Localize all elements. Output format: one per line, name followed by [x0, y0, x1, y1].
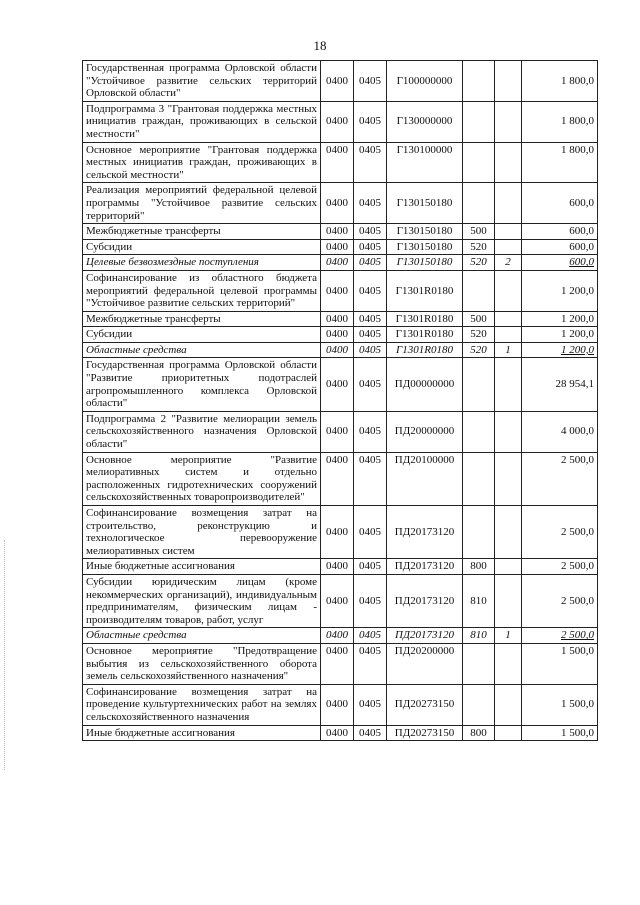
budget-table-body: [83, 61, 598, 741]
row-expense-type-cell: [463, 411, 495, 452]
row-source-cell: [495, 101, 522, 142]
row-section-cell: 0400: [321, 101, 354, 142]
table-row: [83, 506, 598, 559]
row-name-cell: Государственная программа Орловской области "Развитие приоритетных подотраслей агропромышленного комплекса Орловской области": [83, 358, 321, 411]
row-name-cell: Основное мероприятие "Предотвращение выбытия из сельскохозяйственного оборота земель сельскохозяйственного назначения": [83, 643, 321, 684]
row-section-cell: 0400: [321, 358, 354, 411]
row-section-cell: 0400: [321, 142, 354, 183]
row-amount-cell: 600,0: [522, 224, 598, 240]
row-name-cell: Основное мероприятие "Развитие мелиоративных систем и отдельно расположенных гидротехнических сооружений сельскохозяйственных товаропроизводителей": [83, 452, 321, 505]
row-name-cell: Иные бюджетные ассигнования: [83, 725, 321, 741]
row-source-cell: [495, 327, 522, 343]
row-source-cell: [495, 270, 522, 311]
row-section-cell: 0400: [321, 342, 354, 358]
row-subsection-cell: 0405: [354, 224, 387, 240]
row-amount-cell: 4 000,0: [522, 411, 598, 452]
row-expense-type-cell: [463, 142, 495, 183]
row-expense-type-cell: 520: [463, 239, 495, 255]
row-subsection-cell: 0405: [354, 311, 387, 327]
row-expense-type-cell: [463, 101, 495, 142]
table-row: [83, 643, 598, 684]
table-row: [83, 342, 598, 358]
row-source-cell: 2: [495, 255, 522, 271]
row-source-cell: [495, 358, 522, 411]
row-target-code-cell: Г100000000: [387, 61, 463, 102]
row-amount-cell: 2 500,0: [522, 559, 598, 575]
budget-table: [82, 60, 598, 741]
row-subsection-cell: 0405: [354, 255, 387, 271]
row-expense-type-cell: [463, 684, 495, 725]
row-subsection-cell: 0405: [354, 239, 387, 255]
row-expense-type-cell: [463, 506, 495, 559]
row-name-cell: Межбюджетные трансферты: [83, 311, 321, 327]
row-expense-type-cell: [463, 270, 495, 311]
table-row: [83, 684, 598, 725]
row-expense-type-cell: 800: [463, 559, 495, 575]
row-subsection-cell: 0405: [354, 684, 387, 725]
row-section-cell: 0400: [321, 628, 354, 644]
row-target-code-cell: Г130150180: [387, 224, 463, 240]
row-amount-cell: 600,0: [522, 239, 598, 255]
row-target-code-cell: ПД20273150: [387, 684, 463, 725]
row-subsection-cell: 0405: [354, 643, 387, 684]
row-source-cell: [495, 725, 522, 741]
row-name-cell: Субсидии юридическим лицам (кроме некоммерческих организаций), индивидуальным предпринимателям, физическим лицам - производителям товаров, работ, услуг: [83, 574, 321, 627]
row-expense-type-cell: 810: [463, 574, 495, 627]
row-name-cell: Целевые безвозмездные поступления: [83, 255, 321, 271]
row-section-cell: 0400: [321, 574, 354, 627]
row-target-code-cell: ПД20173120: [387, 574, 463, 627]
row-section-cell: 0400: [321, 452, 354, 505]
row-name-cell: Субсидии: [83, 327, 321, 343]
row-name-cell: Реализация мероприятий федеральной целевой программы "Устойчивое развитие сельских территорий": [83, 183, 321, 224]
row-section-cell: 0400: [321, 559, 354, 575]
row-source-cell: [495, 643, 522, 684]
row-subsection-cell: 0405: [354, 628, 387, 644]
row-amount-cell: 2 500,0: [522, 628, 598, 644]
row-subsection-cell: 0405: [354, 101, 387, 142]
row-expense-type-cell: 500: [463, 311, 495, 327]
row-target-code-cell: ПД20173120: [387, 628, 463, 644]
row-source-cell: [495, 224, 522, 240]
table-row: [83, 183, 598, 224]
table-row: [83, 628, 598, 644]
row-target-code-cell: ПД00000000: [387, 358, 463, 411]
row-section-cell: 0400: [321, 506, 354, 559]
row-expense-type-cell: [463, 643, 495, 684]
table-row: [83, 559, 598, 575]
row-amount-cell: 2 500,0: [522, 452, 598, 505]
row-subsection-cell: 0405: [354, 452, 387, 505]
row-expense-type-cell: [463, 358, 495, 411]
row-target-code-cell: ПД20173120: [387, 559, 463, 575]
table-row: [83, 725, 598, 741]
row-target-code-cell: Г130150180: [387, 255, 463, 271]
row-target-code-cell: ПД20173120: [387, 506, 463, 559]
row-expense-type-cell: [463, 183, 495, 224]
table-row: [83, 142, 598, 183]
row-expense-type-cell: 500: [463, 224, 495, 240]
row-name-cell: Областные средства: [83, 628, 321, 644]
table-row: [83, 61, 598, 102]
row-section-cell: 0400: [321, 411, 354, 452]
row-target-code-cell: Г130000000: [387, 101, 463, 142]
row-subsection-cell: 0405: [354, 506, 387, 559]
row-source-cell: [495, 183, 522, 224]
row-subsection-cell: 0405: [354, 61, 387, 102]
row-amount-cell: 1 800,0: [522, 101, 598, 142]
table-row: [83, 574, 598, 627]
row-source-cell: [495, 61, 522, 102]
row-expense-type-cell: 520: [463, 327, 495, 343]
row-name-cell: Софинансирование возмещения затрат на проведение культуртехнических работ на землях сельскохозяйственного назначения: [83, 684, 321, 725]
table-row: [83, 327, 598, 343]
row-expense-type-cell: [463, 452, 495, 505]
row-section-cell: 0400: [321, 327, 354, 343]
row-amount-cell: 1 500,0: [522, 684, 598, 725]
table-row: [83, 239, 598, 255]
row-source-cell: [495, 684, 522, 725]
row-amount-cell: 600,0: [522, 183, 598, 224]
row-amount-cell: 2 500,0: [522, 506, 598, 559]
row-target-code-cell: ПД20200000: [387, 643, 463, 684]
row-expense-type-cell: 520: [463, 255, 495, 271]
page-number: 18: [313, 38, 327, 53]
table-row: [83, 311, 598, 327]
row-expense-type-cell: 810: [463, 628, 495, 644]
row-amount-cell: 1 800,0: [522, 142, 598, 183]
row-source-cell: 1: [495, 342, 522, 358]
row-section-cell: 0400: [321, 255, 354, 271]
table-row: [83, 358, 598, 411]
row-source-cell: [495, 506, 522, 559]
row-name-cell: Областные средства: [83, 342, 321, 358]
row-target-code-cell: Г130150180: [387, 239, 463, 255]
row-name-cell: Субсидии: [83, 239, 321, 255]
row-subsection-cell: 0405: [354, 342, 387, 358]
row-name-cell: Подпрограмма 2 "Развитие мелиорации земель сельскохозяйственного назначения Орловской области": [83, 411, 321, 452]
row-amount-cell: 1 200,0: [522, 327, 598, 343]
row-amount-cell: 1 500,0: [522, 643, 598, 684]
row-section-cell: 0400: [321, 725, 354, 741]
row-source-cell: [495, 411, 522, 452]
row-target-code-cell: ПД20100000: [387, 452, 463, 505]
table-row: [83, 270, 598, 311]
row-amount-cell: 28 954,1: [522, 358, 598, 411]
margin-dots: [4, 540, 7, 770]
row-target-code-cell: Г1301R0180: [387, 342, 463, 358]
row-source-cell: [495, 559, 522, 575]
row-name-cell: Иные бюджетные ассигнования: [83, 559, 321, 575]
row-expense-type-cell: 520: [463, 342, 495, 358]
row-subsection-cell: 0405: [354, 574, 387, 627]
row-amount-cell: 1 200,0: [522, 342, 598, 358]
row-section-cell: 0400: [321, 643, 354, 684]
row-section-cell: 0400: [321, 270, 354, 311]
row-source-cell: [495, 142, 522, 183]
row-target-code-cell: Г1301R0180: [387, 327, 463, 343]
row-name-cell: Основное мероприятие "Грантовая поддержка местных инициатив граждан, проживающих в сельской местности": [83, 142, 321, 183]
table-row: [83, 224, 598, 240]
row-target-code-cell: Г1301R0180: [387, 270, 463, 311]
row-section-cell: 0400: [321, 183, 354, 224]
row-source-cell: [495, 311, 522, 327]
table-row: [83, 452, 598, 505]
row-name-cell: Софинансирование из областного бюджета мероприятий федеральной целевой программы "Устойчивое развитие сельских территорий": [83, 270, 321, 311]
row-name-cell: Межбюджетные трансферты: [83, 224, 321, 240]
row-section-cell: 0400: [321, 224, 354, 240]
row-name-cell: Подпрограмма 3 "Грантовая поддержка местных инициатив граждан, проживающих в сельской местности": [83, 101, 321, 142]
row-source-cell: 1: [495, 628, 522, 644]
table-row: [83, 255, 598, 271]
row-subsection-cell: 0405: [354, 358, 387, 411]
row-name-cell: Государственная программа Орловской области "Устойчивое развитие сельских территорий Орловской области": [83, 61, 321, 102]
row-subsection-cell: 0405: [354, 559, 387, 575]
row-amount-cell: 2 500,0: [522, 574, 598, 627]
row-source-cell: [495, 239, 522, 255]
row-subsection-cell: 0405: [354, 411, 387, 452]
row-target-code-cell: Г130150180: [387, 183, 463, 224]
row-amount-cell: 1 500,0: [522, 725, 598, 741]
row-expense-type-cell: [463, 61, 495, 102]
row-name-cell: Софинансирование возмещения затрат на строительство, реконструкцию и технологическое перевооружение мелиоративных систем: [83, 506, 321, 559]
row-amount-cell: 600,0: [522, 255, 598, 271]
row-section-cell: 0400: [321, 239, 354, 255]
row-subsection-cell: 0405: [354, 270, 387, 311]
row-section-cell: 0400: [321, 311, 354, 327]
row-source-cell: [495, 452, 522, 505]
row-subsection-cell: 0405: [354, 183, 387, 224]
table-row: [83, 411, 598, 452]
row-subsection-cell: 0405: [354, 725, 387, 741]
row-amount-cell: 1 200,0: [522, 270, 598, 311]
table-row: [83, 101, 598, 142]
row-expense-type-cell: 800: [463, 725, 495, 741]
row-section-cell: 0400: [321, 684, 354, 725]
row-source-cell: [495, 574, 522, 627]
row-subsection-cell: 0405: [354, 327, 387, 343]
row-amount-cell: 1 800,0: [522, 61, 598, 102]
row-amount-cell: 1 200,0: [522, 311, 598, 327]
row-subsection-cell: 0405: [354, 142, 387, 183]
row-target-code-cell: Г1301R0180: [387, 311, 463, 327]
row-target-code-cell: ПД20000000: [387, 411, 463, 452]
row-section-cell: 0400: [321, 61, 354, 102]
row-target-code-cell: ПД20273150: [387, 725, 463, 741]
row-target-code-cell: Г130100000: [387, 142, 463, 183]
